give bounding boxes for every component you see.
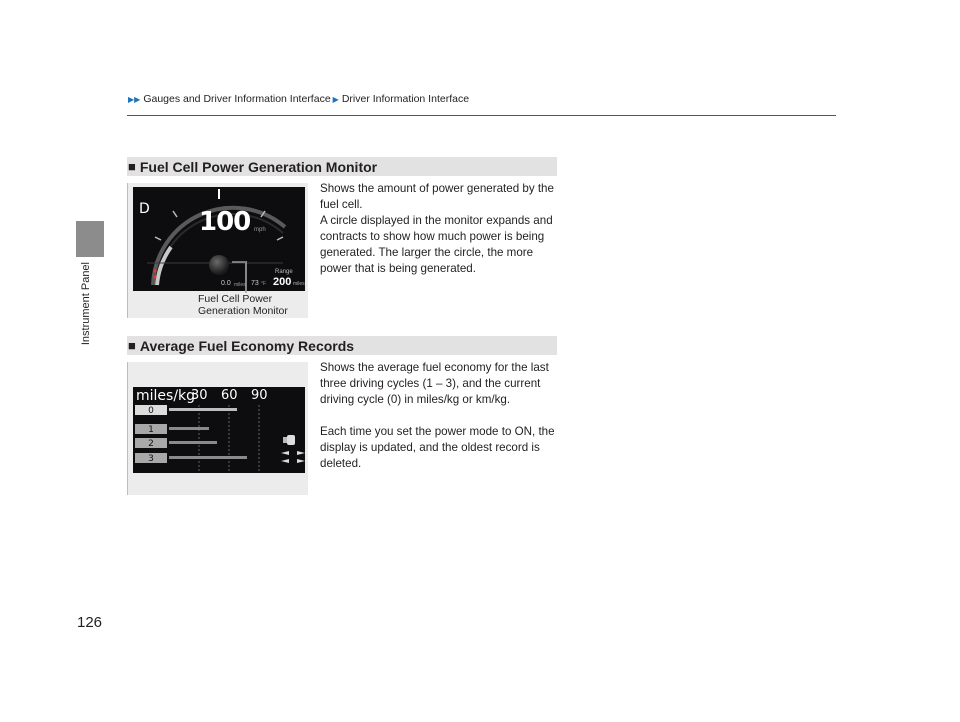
paragraph: Shows the amount of power generated by the fuel cell. — [320, 182, 554, 211]
scale-label: 30 — [191, 388, 208, 403]
figure-frame — [127, 183, 308, 318]
fuel-economy-records-display — [133, 387, 305, 473]
page-number: 126 — [77, 614, 103, 631]
fuel-cell-vehicle-icon — [279, 431, 305, 471]
breadcrumb-arrow-icon: ▶ — [332, 94, 339, 104]
paragraph: Each time you set the power mode to ON, the display is updated, and the oldest record is deleted. — [320, 425, 555, 470]
record-label: 1 — [148, 425, 154, 435]
temperature-unit: °F — [261, 281, 267, 287]
economy-unit-label: miles/kg — [136, 388, 196, 404]
breadcrumb-item[interactable]: Driver Information Interface — [341, 93, 470, 105]
odometer-unit: miles — [234, 282, 246, 288]
header-divider — [127, 115, 836, 116]
record-bar — [169, 427, 209, 430]
section-heading — [127, 157, 557, 176]
range-label: Range — [275, 269, 293, 275]
record-label: 2 — [148, 439, 154, 449]
breadcrumb — [128, 93, 469, 105]
figure-frame — [127, 362, 308, 495]
record-bar — [169, 456, 247, 459]
speed-readout: 100 — [199, 207, 251, 237]
section-body — [320, 360, 560, 472]
section-title: Fuel Cell Power Generation Monitor — [139, 158, 378, 175]
record-label: 0 — [148, 406, 154, 416]
range-unit: miles — [293, 281, 305, 287]
speed-unit: mph — [254, 227, 266, 233]
side-tab-label-wrap — [80, 262, 98, 346]
range-value: 200 — [273, 276, 292, 288]
section-title: Average Fuel Economy Records — [139, 337, 355, 354]
record-bar — [169, 441, 217, 444]
callout-label — [198, 293, 288, 317]
breadcrumb-item[interactable]: Gauges and Driver Information Interface — [143, 93, 331, 105]
section-body — [320, 181, 560, 277]
odometer-readout: 0.0 — [221, 280, 231, 287]
section-heading — [127, 336, 557, 355]
scale-label: 90 — [251, 388, 268, 403]
callout-line: Fuel Cell Power — [198, 293, 273, 305]
square-bullet-icon: ■ — [128, 159, 136, 174]
scale-label: 60 — [221, 388, 238, 403]
record-label: 3 — [148, 454, 154, 464]
breadcrumb-arrow-icon: ▶▶ — [128, 94, 141, 104]
side-tab-marker — [76, 221, 104, 257]
square-bullet-icon: ■ — [128, 338, 136, 353]
side-tab-label: Instrument Panel — [80, 262, 92, 346]
paragraph: A circle displayed in the monitor expands and contracts to show how much power is being generated. The larger the circle, the more power that is being generated. — [320, 214, 553, 275]
paragraph: Shows the average fuel economy for the last three driving cycles (1 – 3), and the current driving cycle (0) in miles/kg or km/kg. — [320, 361, 549, 406]
record-bar — [169, 408, 237, 411]
gear-indicator: D — [139, 201, 150, 217]
callout-line: Generation Monitor — [198, 305, 288, 317]
temperature-readout: 73 — [251, 280, 259, 287]
